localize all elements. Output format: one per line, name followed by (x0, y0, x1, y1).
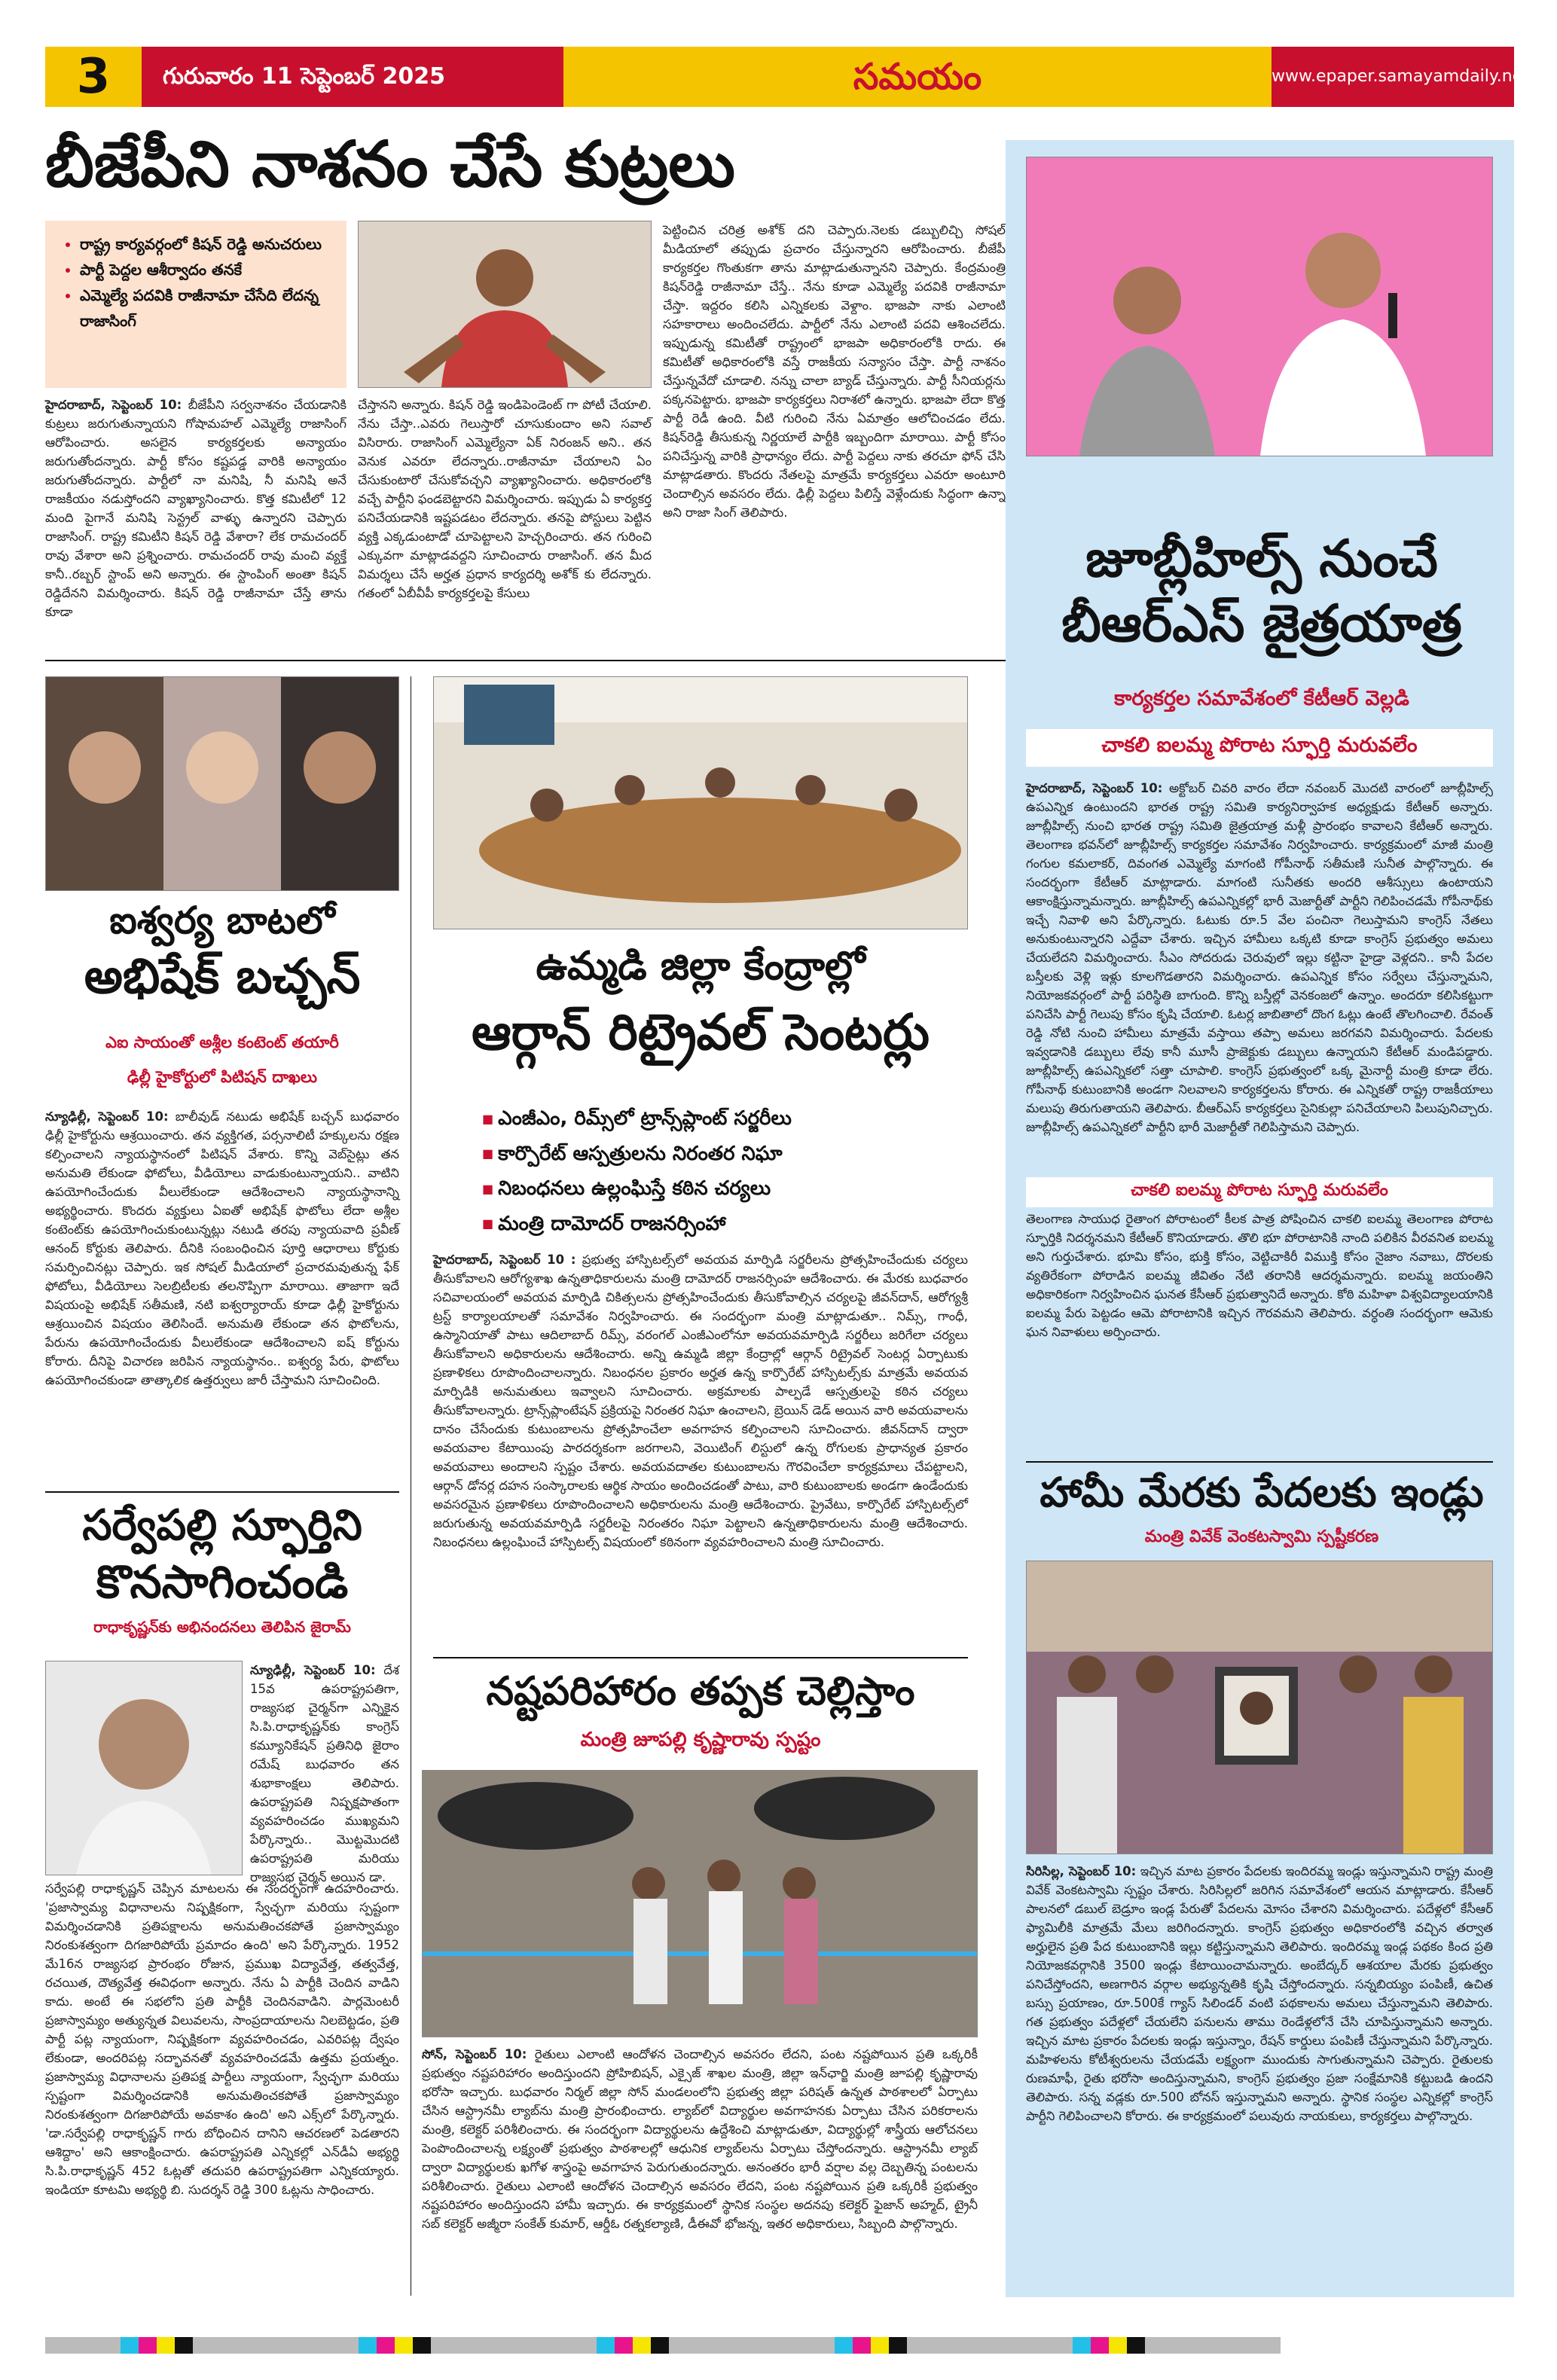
ktr-text-2: తెలంగాణ సాయుధ రైతాంగ పోరాటంలో కీలక పాత్ర పోషించిన చాకలి ఐలమ్మ తెలంగాణ పోరాట స్ఫూర్తికి నిదర్శనమని కేటీఆర్ కొనియాడారు. తొలి భూ పోరాటానికి నాంది పలికిన వీరవనిత ఐలమ్మ అని గుర్తుచేశారు. భూమి కోసం, భుక్తి కోసం, వెట్టిచాకిరీ విముక్తి కోసం నైజాం నవాబు, దొరలకు వ్యతిరేకంగా పోరాడిన ఐలమ్మ జీవితం నేటి తరానికి ఆదర్శమన్నారు. ఐలమ్మ జయంతిని అధికారికంగా నిర్వహించిన ఘనత కేసీఆర్ ప్రభుత్వానిదే అన్నారు. కోఠి మహిళా విశ్వవిద్యాలయానికి ఐలమ్మ పేరు పెట్టడం ఆమె పోరాటానికి ఇచ్చిన గౌరవమని తెలిపారు. వర్ధంతి సందర్భంగా ఆమెకు ఘన నివాళులు అర్పించారు. (1026, 1212, 1493, 1339)
bjp-bullet: • పార్టీ పెద్దల ఆశీర్వాదం తనకే (80, 257, 334, 282)
organ-bullets (482, 1101, 934, 1241)
crop-text: రైతులు ఎలాంటి ఆందోళన చెందాల్సిన అవసరం లేదని, పంట నష్టపోయిన ప్రతి ఒక్కరికీ ప్రభుత్వం నష్టపరిహారం అందిస్తుందని ప్రోహిబిషన్, ఎక్సైజ్ శాఖల మంత్రి, జిల్లా ఇన్‌ఛార్జి మంత్రి జూపల్లి కృష్ణారావు భరోసా ఇచ్చారు. బుధవారం నిర్మల్ జిల్లా సోన్ మండలంలోని ప్రభుత్వ జిల్లా పరిషత్ ఉన్నత పాఠశాలలో ఏర్పాటు చేసిన ఆస్ట్రానమీ ల్యాబ్‌ను మంత్రి ప్రారంభించారు. ల్యాబ్‌లో విద్యార్థుల అవగాహనకు ఏర్పాటు చేసిన పరికరాలను మంత్రి, కలెక్టర్ పరిశీలించారు. ఈ సందర్భంగా విద్యార్థులను ఉద్దేశించి మాట్లాడుతూ, విద్యార్థుల్లో శాస్త్రీయ ఆలోచనలు పెంపొందించాలన్న లక్ష్యంతో ప్రభుత్వం పాఠశాలల్లో ఆధునిక ల్యాబ్‌లను ఏర్పాటు చేస్తోందన్నారు. ఆస్ట్రానమీ ల్యాబ్ ద్వారా విద్యార్థులకు ఖగోళ శాస్త్రంపై అవగాహన పెరుగుతుందన్నారు. అనంతరం భారీ వర్షాల వల్ల దెబ్బతిన్న పంటలను పరిశీలించారు. రైతులు ఎలాంటి ఆందోళన చెందాల్సిన అవసరం లేదని, పంట నష్టపోయిన ప్రతి ఒక్కరికీ ప్రభుత్వం నష్టపరిహారం అందిస్తుందని హామీ ఇచ్చారు. ఈ కార్యక్రమంలో స్థానిక సంస్థల అదనపు కలెక్టర్ ఫైజాన్ అహ్మద్, ట్రైనీ సబ్ కలెక్టర్ అజ్మీరా సంకేత్ కుమార్, ఆర్డీఓ రత్నకల్యాణి, డీఈవో భోజన్న, ఇతర అధికారులు, సిబ్బంది పాల్గొన్నారు. (422, 2047, 978, 2231)
bjp-column-2 (358, 395, 652, 651)
portrait-figure (46, 1661, 242, 1875)
ktr-text: అక్టోబర్ చివరి వారం లేదా నవంబర్ మొదటి వారంలో జూబ్లీహిల్స్ ఉపఎన్నిక ఉంటుందని భారత రాష్ట్ర సమితి కార్యనిర్వాహక అధ్యక్షుడు కేటీఆర్ అన్నారు. జూబ్లీహిల్స్ నుంచి భారత రాష్ట్ర సమితి జైత్రయాత్ర మళ్లీ ప్రారంభం కావాలని కేటీఆర్ అన్నారు. తెలంగాణ భవన్‌లో జూబ్లీహిల్స్ కార్యకర్తల సమావేశం నిర్వహించారు. కార్యక్రమంలో మాజీ మంత్రి గంగుల కమలాకర్, దివంగత ఎమ్మెల్యే మాగంటి గోపీనాథ్ సతీమణి సునీత పాల్గొన్నారు. ఈ సందర్భంగా కేటీఆర్ మాట్లాడారు. మాగంటి సునీతకు అందరి ఆశీస్సులు ఉంటాయని ఆకాంక్షిస్తున్నామన్నారు. జూబ్లీహిల్స్ ఉపఎన్నికల్లో భారీ మెజార్టీతో పార్టీని గెలిపించడమే గోపీనాథ్‌కు ఇచ్చే నివాళి అని పేర్కొన్నారు. ఓటుకు రూ.5 వేల పంచినా గెలుస్తామని కాంగ్రెస్ నేతలు అనుకుంటున్నారని ఎద్దేవా చేశారు. ఇచ్చిన హామీలు ఒక్కటి కూడా కాంగ్రెస్ ప్రభుత్వం అమలు చేయలేదని విమర్శించారు. సీఎం సోదరుడు చెరువులో ఇల్లు కట్టినా హైడ్రా వెళ్లదని.. కానీ పేదల బస్తీలకు వెళ్లి ఇళ్లు కూలగొడతారని విమర్శించారు. ఉపఎన్నిక కోసం సర్వేలు చేస్తున్నామని, నియోజకవర్గంలో పార్టీ పరిస్థితి బాగుంది. కొన్ని బస్తీల్లో వెనకంజలో ఉన్నాం. అందరూ కలిసికట్టుగా పనిచేసి పార్టీ గెలుపు కోసం కృషి చేయాలి. ఓటర్ల జాబితాలో దొంగ ఓట్లు ఉంటే తొలగించాలి. రేవంత్ రెడ్డి నోటి నుంచి హామీలు మాత్రమే వస్తాయి తప్పా అమలు జరగవని విమర్శించారు. పేదలకు ఇవ్వడానికి డబ్బులు లేవు కానీ మూసీ ప్రాజెక్టుకు డబ్బులు ఉన్నాయని కేటీఆర్ మండిపడ్డారు. జూబ్లీహిల్స్ ఉపఎన్నికలో సత్తా చూపాలి. కాంగ్రెస్ ప్రభుత్వంలో ఒక్క మైనార్టీ మంత్రి కూడా లేరు. గోపీనాథ్ కుటుంబానికి అండగా నిలవాలని కార్యకర్తలను కోరారు. ఈ ఎన్నికతో రాష్ట్ర రాజకీయాలు మలుపు తిరుగుతాయని తెలిపారు. బీఆర్ఎస్ కార్యకర్తలు సైనికుల్లా పనిచేయాలని పిలుపునిచ్చారు. జూబ్లీహిల్స్ ఉపఎన్నికలో పార్టీని భారీ మెజార్టీతో గెలిపిస్తామని చెప్పారు. (1026, 781, 1493, 1134)
rajasingh-photo (358, 221, 652, 388)
sarvepalli-dateline: న్యూఢిల్లీ, సెప్టెంబర్ 10: (250, 1663, 376, 1677)
crop-dateline: సోన్, సెప్టెంబర్ 10: (422, 2047, 527, 2061)
abhishek-headline-2: అభిషేక్ బచ్చన్ (84, 949, 361, 1005)
organ-bullet: ■ కార్పొరేట్ ఆస్పత్రులను నిరంతర నిఘా (482, 1137, 934, 1172)
ribbon-cutting-scene (423, 1771, 977, 2037)
bjp-bullet-box (45, 221, 347, 388)
sarvepalli-sub: రాధాకృష్ణన్‌కు అభినందనలు తెలిపిన జైరామ్ (93, 1618, 351, 1636)
abhishek-sub-1: ఎఐ సాయంతో అశ్లీల కంటెంట్ తయారీ (105, 1033, 339, 1051)
divider (45, 1491, 399, 1493)
print-color-strip (45, 2337, 1514, 2354)
jairam-photo (45, 1661, 243, 1875)
bjp-bullet: • రాష్ట్ర కార్యవర్గంలో కిషన్ రెడ్డి అనుచరులు (80, 231, 334, 257)
houses-dateline: సిరిసిల్ల, సెప్టెంబర్ 10: (1026, 1864, 1137, 1878)
ktr-body-2 (1026, 1210, 1493, 1458)
sarvepalli-headline-1: సర్వేపల్లి స్ఫూర్తిని (82, 1501, 362, 1550)
bjp-column-1 (45, 395, 347, 651)
ktr-sub-repeat: చాకలి ఐలమ్మ పోరాట స్ఫూర్తి మరువలేం (1026, 1177, 1493, 1207)
inauguration-photo (422, 1770, 978, 2037)
bachchan-family-photo (45, 676, 399, 891)
three-portraits (46, 677, 398, 890)
ktr-photo (1026, 157, 1493, 456)
ktr-sub-1: కార్యకర్తల సమావేశంలో కేటీఆర్ వెల్లడి (1114, 687, 1409, 710)
bjp-body-2: చేస్తానని అన్నారు. కిషన్ రెడ్డి ఇండిపెండెంట్ గా పోటీ చేయాలి. నేను చేస్తా..ఎవరు గెలుస్తారో చూసుకుందాం అని సవాల్ విసిరారు. రాజాసింగ్ ఎమ్మెల్యేనా ఏక్ నిరంజన్ అని.. తన వెనుక ఎవరూ లేదన్నారు..రాజీనామా చేయాలని ఏం చేసుకుంటారో చేసుకోవచ్చని వ్యాఖ్యానించారు. అధికారంలోకి వచ్చే పార్టీని ఫండబెట్టారని విమర్శించారు. ఇప్పుడు ఏ కార్యకర్త పనిచేయడానికి ఇష్టపడటం లేదన్నారు. తనపై పోస్టులు పెట్టిన వ్యక్తి ఎక్కడుంటాడో చూపెట్టాలని హెచ్చరించారు. తన గురించి ఎక్కువగా మాట్లాడవద్దని సూచించారు రాజాసింగ్. తన మీద విమర్శలు చేసే అర్హత ప్రధాన కార్యదర్శి అశోక్ కు లేదన్నారు. గతంలో ఏబీవీపీ కార్యకర్తలపై కేసులు (358, 398, 652, 600)
speaker-figure (359, 221, 651, 387)
crop-sub: మంత్రి జూపల్లి కృష్ణారావు స్పష్టం (580, 1729, 821, 1751)
abhishek-text: బాలీవుడ్ నటుడు అభిషేక్ బచ్చన్ బుధవారం ఢిల్లీ హైకోర్టును ఆశ్రయించారు. తన వ్యక్తిగత, పర్సనాలిటీ హక్కులను రక్షణ కల్పించాలని న్యాయస్థానంలో పిటిషన్ వేశారు. కొన్ని వెబ్‌సైట్లు తన అనుమతి లేకుండా ఫోటోలు, వీడియోలు వాడుకుంటున్నాయని.. వాటిని ఉపయోగించేందుకు వీలులేకుండా ఆదేశించాలని న్యాయస్థానాన్ని అభ్యర్థించారు. కొందరు వ్యక్తులు ఏఐతో అభిషేక్ ఫొటోలు లేదా అశ్లీల కంటెంట్‌కు ఉపయోగించుకుంటున్నట్లు నటుడి తరపు న్యాయవాది ప్రవీణ్ ఆనంద్ కోర్టుకు తెలిపారు. దీనికి సంబంధించిన పూర్తి ఆధారాలు కోర్టుకు సమర్పించినట్లు చెప్పారు. ఇక సోషల్ మీడియాలో ప్రచారమవుతున్న ఫేక్ ఫోటోలు, వీడియోలు సెలబ్రిటీలకు తలనొప్పిగా మారాయి. తాజాగా ఇదే విషయంపై అభిషేక్ సతీమణి, నటి ఐశ్వర్యారాయ్ కూడా ఢిల్లీ హైకోర్టును ఆశ్రయించిన విషయం తెలిసిందే. అనుమతి లేకుండా తన ఫొటోలను, పేరును ఉపయోగించేందుకు వీలులేకుండా ఆదేశించాలని ఐష్ కోర్టును కోరారు. దీనిపై విచారణ జరిపిన న్యాయస్థానం.. ఐశ్వర్య పేరు, ఫొటోలు ఉపయోగించకుండా తాత్కాలిక ఉత్తర్వులు జారీ చేస్తామని సూచించింది. (45, 1109, 399, 1387)
abhishek-body (45, 1107, 399, 1484)
sarvepalli-short-body (250, 1661, 400, 1884)
houses-headline: హామీ మేరకు పేదలకు ఇండ్లు (1040, 1469, 1484, 1516)
ktr-headline-1: జూబ్లీహిల్స్ నుంచే (1085, 529, 1438, 589)
issue-date: గురువారం 11 సెప్టెంబర్ 2025 (142, 47, 563, 107)
bjp-headline: బీజేపీని నాశనం చేసే కుట్రలు (45, 127, 735, 201)
sarvepalli-short: దేశ 15వ ఉపరాష్ట్రపతిగా, రాజ్యసభ చైర్మన్‌గా ఎన్నికైన సి.పి.రాధాకృష్ణన్‌కు కాంగ్రెస్ కమ్యూనికేషన్ ప్రతినిధి జైరాం రమేష్ బుధవారం తన శుభాకాంక్షలు తెలిపారు. ఉపరాష్ట్రపతి నిష్పక్షపాతంగా వ్యవహరించడం ముఖ్యమని పేర్కొన్నారు.. మొట్టమొదటి ఉపరాష్ట్రపతి మరియు రాజ్యసభ చైర్మన్ అయిన డా. (250, 1663, 400, 1884)
crop-headline: నష్టపరిహారం తప్పక చెల్లిస్తాం (486, 1669, 915, 1714)
meeting-photo (433, 676, 968, 929)
organ-body (433, 1250, 968, 1642)
divider (45, 660, 1006, 661)
houses-sub: మంత్రి వివేక్ వెంకటస్వామి స్పష్టీకరణ (1144, 1527, 1379, 1546)
houses-body (1026, 1862, 1493, 2291)
bjp-body-3: పెట్టించిన చరిత్ర అశోక్ దని చెప్పారు.నెలకు డబ్బులిచ్చి సోషల్ మీడియాలో తప్పుడు ప్రచారం చేస్తున్నారని ఆరోపించారు. బీజేపీ కార్యకర్తల గొంతుకగా తాను మాట్లాడుతున్నానని చెప్పారు. కేంద్రమంత్రి కిషన్‌రెడ్డి రాజీనామా చేస్తే.. నేను కూడా ఎమ్మెల్యే పదవికి రాజీనామా చేస్తా. ఇద్దరం కలిసి ఎన్నికలకు వెళ్దాం. భాజపా నాకు ఎలాంటి సహకారాలు అందించలేదు. పార్టీలో నేను ఎలాంటి పదవి ఆశించలేదు. ఇప్పుడున్న కమిటీతో రాష్ట్రంలో భాజపా అధికారంలోకి రాదు. ఈ కమిటీతో అధికారంలోకి వస్తే రాజకీయ సన్యాసం చేస్తా. పార్టీ నాశనం చేస్తున్నవేదో చూడాలి. నన్ను చాలా బ్యాడ్ చేస్తున్నారు. పార్టీ సీనియర్లను పక్కనపెట్టారు. భాజపా కార్యకర్తలు నిరాశలో ఉన్నారు. భాజపా లేదా కొత్త పార్టీ రెడీ ఉంది. వీటి గురించి నేను ఏమాత్రం ఆలోచించడం లేదు. కిషన్‌రెడ్డి తీసుకున్న నిర్ణయాలే పార్టీకి ఇబ్బందిగా మారాయి. పార్టీ కోసం పనిచేస్తున్న వారికి ప్రాధాన్యం లేదు. పార్టీ పెద్దలు నాకు తరచూ ఫోన్ చేసి మాట్లాడతారు. కొందరు నేతలపై మాత్రమే కార్యకర్తలు ఎవరూ అంటూరి చెందాల్సిన అవసరం లేదు. ఢిల్లీ పెద్దలు పిలిస్తే వెళ్లేందుకు సిద్ధంగా ఉన్నా అని రాజా సింగ్ తెలిపారు. (663, 223, 1006, 520)
organ-dateline: హైదరాబాద్, సెప్టెంబర్ 10 : (433, 1253, 576, 1267)
sarvepalli-text: సర్వేపల్లి రాధాకృష్ణన్ చెప్పిన మాటలను ఈ సందర్భంగా ఉదహరించారు. 'ప్రజాస్వామ్య విధానాలను నిష్పక్షికంగా, స్వేచ్ఛగా మరియు స్పష్టంగా విమర్శించడానికి ప్రతిపక్షాలను అనుమతించకపోతే ప్రజాస్వామ్యం నిరంకుశత్వంగా దిగజారిపోయే ప్రమాదం ఉంది' అని పేర్కొన్నారు. 1952 మే16న రాజ్యసభ ప్రారంభం రోజున, ప్రముఖ విద్యావేత్త, తత్వవేత్త, రచయిత, దౌత్యవేత్త ఈవిధంగా అన్నారు. నేను ఏ పార్టీకి చెందిన వాడిని కాదు. అంటే ఈ సభలోని ప్రతి పార్టీకి చెందినవాడిని. పార్లమెంటరీ ప్రజాస్వామ్యం అత్యున్నత విలువలను, సాంప్రదాయాలను నిలబెట్టడం, ప్రతి పార్టీ పట్ల న్యాయంగా, నిష్పక్షికంగా వ్యవహరించడం, ఎవరిపట్ల ద్వేషం లేకుండా, అందరిపట్ల సద్భావనతో వ్యవహరించడమే ఉత్తమ ప్రయత్నం. ప్రజాస్వామ్య విధానాలను ప్రతిపక్ష పార్టీలు న్యాయంగా, స్వేచ్ఛగా మరియు స్పష్టంగా విమర్శించడానికి అనుమతించకపోతే ప్రజాస్వామ్యం నిరంకుశత్వంగా దిగజారిపోయే అవకాశం ఉంది' అని ఎక్స్‌లో పేర్కొన్నారు. 'డా.సర్వేపల్లి రాధాకృష్ణన్ గారు బోధించిన దానిని ఆచరణలో పెడతారని ఆశిద్దాం' అని ఆకాంక్షించారు. ఉపరాష్ట్రపతి ఎన్నికల్లో ఎన్‌డీఏ అభ్యర్థి సి.పి.రాధాకృష్ణన్ 452 ఓట్లతో తదుపరి ఉపరాష్ట్రపతిగా ఎన్నికయ్యారు. ఇండియా కూటమి అభ్యర్థి బి. సుదర్శన్ రెడ్డి 300 ఓట్లను సాధించారు. (45, 1881, 399, 2197)
houses-text: ఇచ్చిన మాట ప్రకారం పేదలకు ఇందిరమ్మ ఇండ్లు ఇస్తున్నామని రాష్ట్ర మంత్రి వివేక్ వెంకటస్వామి స్పష్టం చేశారు. సిరిసిల్లలో జరిగిన సమావేశంలో ఆయన మాట్లాడారు. కేసీఆర్ పాలనలో డబుల్ బెడ్రూం ఇండ్ల పేరుతో పేదలను మోసం చేశారని విమర్శించారు. పదేళ్లలో కేసీఆర్ ఫ్యామిలీకి మాత్రమే మేలు జరిగిందన్నారు. కాంగ్రెస్ ప్రభుత్వం అధికారంలోకి వచ్చిన తర్వాత అర్హులైన ప్రతి పేద కుటుంబానికి ఇల్లు కట్టిస్తున్నామని తెలిపారు. ఇందిరమ్మ ఇండ్ల పథకం కింద ప్రతి నియోజకవర్గానికి 3500 ఇండ్లు కేటాయించామన్నారు. అంబేద్కర్ ఆశయాల మేరకు ప్రభుత్వం పనిచేస్తోందని, అణగారిన వర్గాల అభ్యున్నతికి కృషి చేస్తోందన్నారు. సన్నబియ్యం పంపిణీ, ఉచిత బస్సు ప్రయాణం, రూ.500కే గ్యాస్ సిలిండర్ వంటి పథకాలను అమలు చేస్తున్నామని తెలిపారు. గత ప్రభుత్వం పదేళ్లలో చేయలేని పనులను తాము రెండేళ్లలోనే చేసి చూపిస్తున్నామని అన్నారు. ఇచ్చిన మాట ప్రకారం పేదలకు ఇండ్లు ఇస్తున్నాం, రేషన్ కార్డులు పంపిణీ చేస్తున్నామని పేర్కొన్నారు. మహిళలను కోటీశ్వరులను చేయడమే లక్ష్యంగా ముందుకు సాగుతున్నామని చెప్పారు. రైతులకు రుణమాఫీ, రైతు భరోసా అందిస్తున్నామని, కాంగ్రెస్ ప్రభుత్వం ప్రజా సంక్షేమానికి కట్టుబడి ఉందని తెలిపారు. సన్న వడ్లకు రూ.500 బోనస్ ఇస్తున్నామని అన్నారు. స్థానిక సంస్థల ఎన్నికల్లో కాంగ్రెస్ పార్టీని గెలిపించాలని కోరారు. ఈ కార్యక్రమంలో పలువురు నాయకులు, కార్యకర్తలు పాల్గొన్నారు. (1026, 1864, 1493, 2123)
bjp-body-1: బీజేపీని సర్వనాశనం చేయడానికి కుట్రలు జరుగుతున్నాయని గోషామహల్ ఎమ్మెల్యే రాజాసింగ్ ఆరోపించారు. అసలైన కార్యకర్తలకు అన్యాయం జరుగుతోందన్నారు. పార్టీ కోసం కష్టపడ్డ వారికి అన్యాయం జరుగుతోందన్నారు. పార్టీలో నా మనిషి, నీ మనిషి అనే రాజకీయం నడుస్తోందని వ్యాఖ్యానించారు. కొత్త కమిటీలో 12 మంది పైగానే మనిషి సెన్ట్రల్ వాళ్ళు ఉన్నారని చెప్పారు రాజాసింగ్. రాష్ట్ర కమిటీని కిషన్ రెడ్డి వేశారా? లేక రామచందర్ రావు వేశారా అని ప్రశ్నించారు. రామచందర్ రావు మంచి వ్యక్తే కానీ..రబ్బర్ స్టాంప్ అని అన్నారు. ఈ స్టాంపింగ్ అంతా కిషన్ రెడ్డిదేనని విమర్శించారు. కిషన్ రెడ్డి రాజీనామా చేస్తే తాను కూడా (45, 398, 347, 619)
crop-body (422, 2045, 978, 2297)
abhishek-sub-2: ఢిల్లీ హైకోర్టులో పిటిషన్ దాఖలు (127, 1068, 318, 1086)
brand-logo: సమయం (563, 47, 1272, 107)
ambedkar-photo (1026, 1561, 1493, 1854)
organ-bullet: ■ మంత్రి దామోదర్ రాజనర్సింహా (482, 1207, 934, 1242)
ktr-body (1026, 779, 1493, 1170)
bjp-dateline: హైదరాబాద్, సెప్టెంబర్ 10: (45, 398, 182, 412)
bjp-column-3 (663, 221, 1006, 651)
organ-text: ప్రభుత్వ హాస్పిటల్స్‌లో అవయవ మార్పిడి సర్జరీలను ప్రోత్సహించేందుకు చర్యలు తీసుకోవాలని ఆరోగ్యశాఖ ఉన్నతాధికారులను మంత్రి దామోదర్ రాజనర్సింహ ఆదేశించారు. ఈ మేరకు బుధవారం సచివాలయంలో అవయవ మార్పిడి చికిత్సలను ప్రోత్సహించేందుకు తీసుకోవాల్సిన చర్యలపై జీవన్‌దాన్, ఆరోగ్యశ్రీ ట్రస్ట్ కార్యాలయాలతో సమావేశం నిర్వహించారు. ఈ సందర్భంగా మంత్రి మాట్లాడుతూ.. నిమ్స్, గాంధీ, ఉస్మానియాతో పాటు ఆదిలాబాద్ రిమ్స్, వరంగల్ ఎంజీఎంలోనూ అవయవమార్పిడి సర్జరీలు జరిగేలా చర్యలు తీసుకోవాలని అధికారులను ఆదేశించారు. అన్ని ఉమ్మడి జిల్లా కేంద్రాల్లో ఆర్గాన్ రిట్రైవల్ సెంటర్ల ఏర్పాటుకు ప్రణాళికలు రూపొందించాలన్నారు. నిబంధనల ప్రకారం అర్హత ఉన్న కార్పొరేట్ హాస్పిటల్స్‌కు మాత్రమే అవయవ మార్పిడికి అనుమతులు ఇవ్వాలని సూచించారు. అక్రమాలకు పాల్పడే ఆస్పత్రులపై కఠిన చర్యలు తీసుకోవాలన్నారు. ట్రాన్స్‌ప్లాంటేషన్ ప్రక్రియపై నిరంతర నిఘా ఉంచాలని, బ్రెయిన్ డెడ్ అయిన వారి అవయవాలను దానం చేసేందుకు కుటుంబాలను ప్రోత్సహించేలా అవగాహన కల్పించాలని సూచించారు. జీవన్‌దాన్ ద్వారా అవయవాల కేటాయింపు పారదర్శకంగా జరగాలని, వెయిటింగ్ లిస్టులో ఉన్న రోగులకు ప్రాధాన్యత ప్రకారం అవయవాలు అందాలని స్పష్టం చేశారు. అవయవదాతల కుటుంబాలను గౌరవించేలా కార్యక్రమాలు చేపట్టాలని, ఆర్గాన్ డోనర్ల దహన సంస్కారాలకు ఆర్థిక సాయం అందించడంతో పాటు, వారి కుటుంబాలకు అండగా ఉండేందుకు అవసరమైన ప్రణాళికలు రూపొందించాలని అధికారులను మంత్రి ఆదేశించారు. ప్రైవేటు, కార్పొరేట్ హాస్పిటల్స్‌లో జరుగుతున్న అవయవమార్పిడి సర్జరీలపై నిరంతరం నిఘా పెట్టాలని ఉన్నతాధికారులను మంత్రి ఆదేశించారు. నిబంధనలు ఉల్లంఘించే హాస్పిటల్స్ విషయంలో కఠినంగా వ్యవహరించాలని మంత్రి సూచించారు. (433, 1253, 968, 1549)
bjp-bullet: • ఎమ్మెల్యే పదవికి రాజీనామా చేసేది లేదన్న రాజాసింగ్ (80, 282, 334, 334)
ktr-dateline: హైదరాబాద్, సెప్టెంబర్ 10: (1026, 781, 1163, 795)
ktr-headline-2: బీఆర్ఎస్ జైత్రయాత్ర (1061, 594, 1462, 654)
sarvepalli-body (45, 1879, 399, 2293)
epaper-url[interactable]: www.epaper.samayamdaily.net (1272, 47, 1514, 107)
sarvepalli-headline-2: కొనసాగించండి (96, 1556, 349, 1609)
felicitation-scene (1027, 1561, 1492, 1854)
organ-bullet: ■ నిబంధనలు ఉల్లంఘిస్తే కఠిన చర్యలు (482, 1171, 934, 1207)
ktr-sub-2: చాకలి ఐలమ్మ పోరాట స్ఫూర్తి మరువలేం (1026, 729, 1493, 767)
abhishek-dateline: న్యూఢిల్లీ, సెప్టెంబర్ 10: (45, 1109, 169, 1124)
meeting-scene (434, 677, 967, 929)
divider (1026, 1461, 1493, 1463)
organ-headline-2: ఆర్గాన్ రిట్రైవల్ సెంటర్లు (472, 1003, 930, 1061)
ktr-stage-scene (1027, 157, 1492, 456)
masthead (45, 47, 1529, 107)
divider (433, 1657, 968, 1658)
abhishek-headline-1: ఐశ్వర్య బాటలో (109, 899, 335, 942)
organ-headline-1: ఉమ్మడి జిల్లా కేంద్రాల్లో (536, 944, 866, 989)
organ-bullet: ■ ఎంజీఎం, రిమ్స్‌లో ట్రాన్స్‌ప్లాంట్ సర్జరీలు (482, 1101, 934, 1137)
page-number: 3 (45, 47, 142, 107)
